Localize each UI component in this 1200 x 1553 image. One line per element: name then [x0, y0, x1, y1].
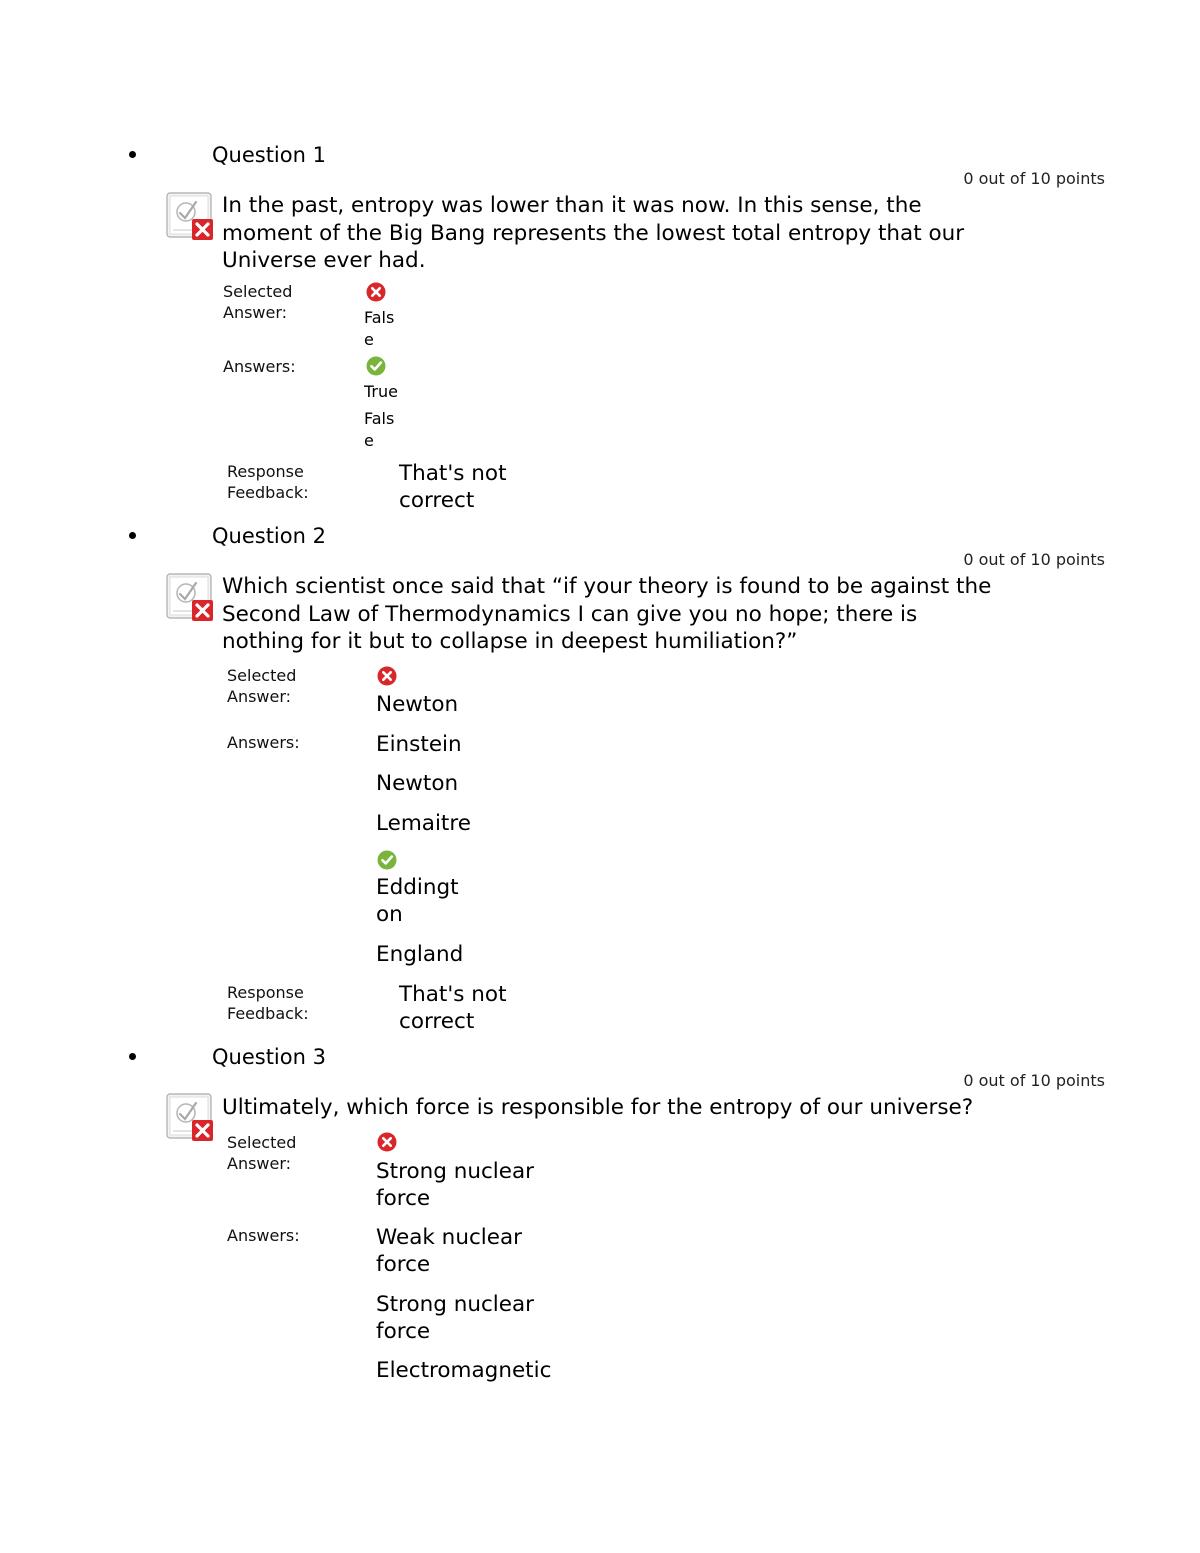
answer-line: Strong nuclear	[376, 1292, 534, 1317]
question-title: Question 2	[212, 524, 326, 548]
answers-label: Answers:	[227, 1226, 300, 1245]
question-text-line: Second Law of Thermodynamics I can give you no hope; there is	[222, 601, 918, 627]
feedback-line: correct	[399, 1009, 475, 1034]
response-feedback-label	[227, 461, 309, 503]
list-bullet	[129, 151, 136, 158]
label-line: Response	[227, 462, 304, 481]
question-text	[222, 192, 964, 275]
selected-answer-value	[364, 307, 394, 351]
answer-line: Strong nuclear	[376, 1159, 534, 1184]
answers-label: Answers:	[227, 733, 300, 752]
answer-line: Eddingt	[376, 875, 459, 900]
selected-answer-value	[376, 1158, 534, 1212]
incorrect-x-icon	[377, 666, 397, 686]
selected-answer-label	[223, 281, 292, 323]
answer-line: Weak nuclear	[376, 1225, 522, 1250]
answer-line: e	[364, 330, 374, 349]
correct-check-icon	[366, 356, 386, 376]
incorrect-x-icon	[377, 1132, 397, 1152]
question-text-line: Universe ever had.	[222, 248, 426, 273]
answer-line: on	[376, 902, 403, 927]
answer-line: Fals	[364, 409, 395, 428]
label-line: Answer:	[227, 1154, 292, 1173]
answer-line: Fals	[364, 308, 395, 327]
response-feedback-text	[399, 460, 507, 514]
list-bullet	[129, 1053, 136, 1060]
feedback-line: That's not	[399, 461, 507, 486]
selected-answer-label	[227, 665, 296, 707]
label-line: Answer:	[227, 687, 292, 706]
correct-check-icon	[377, 850, 397, 870]
incorrect-status-icon	[166, 1093, 216, 1143]
question-text	[222, 573, 991, 656]
label-line: Selected	[227, 666, 297, 685]
answer-option	[376, 1224, 522, 1278]
label-line: Answer:	[223, 303, 288, 322]
incorrect-status-icon	[166, 192, 216, 242]
answer-option: Einstein	[376, 732, 462, 757]
incorrect-status-icon	[166, 573, 216, 623]
feedback-line: correct	[399, 488, 475, 513]
answer-option: Electromagnetic	[376, 1358, 552, 1383]
response-feedback-text	[399, 981, 507, 1035]
answer-line: force	[376, 1186, 431, 1211]
answer-line: e	[364, 431, 374, 450]
answer-line: force	[376, 1319, 431, 1344]
question-text-line: In the past, entropy was lower than it was now. In this sense, the	[222, 193, 922, 218]
question-text-line: moment of the Big Bang represents the lowest total entropy that our	[222, 220, 965, 246]
list-bullet	[129, 532, 136, 539]
question-text	[222, 1094, 973, 1122]
label-line: Selected	[227, 1133, 297, 1152]
answer-option: Newton	[376, 771, 459, 796]
question-points: 0 out of 10 points	[963, 169, 1105, 188]
answers-label: Answers:	[223, 357, 296, 376]
label-line: Feedback:	[227, 483, 309, 502]
incorrect-x-icon	[366, 282, 386, 302]
answer-option	[364, 408, 394, 452]
answer-option: Lemaitre	[376, 811, 471, 836]
question-title: Question 3	[212, 1045, 326, 1069]
label-line: Response	[227, 983, 304, 1002]
feedback-line: That's not	[399, 982, 507, 1007]
answer-option: England	[376, 942, 464, 967]
question-title: Question 1	[212, 143, 326, 167]
answer-line: force	[376, 1252, 431, 1277]
response-feedback-label	[227, 982, 309, 1024]
label-line: Feedback:	[227, 1004, 309, 1023]
selected-answer-label	[227, 1132, 296, 1174]
selected-answer-value: Newton	[376, 692, 459, 717]
question-text-line: Ultimately, which force is responsible for the entropy of our universe?	[222, 1095, 974, 1120]
label-line: Selected	[223, 282, 293, 301]
question-text-line: nothing for it but to collapse in deepest humiliation?”	[222, 629, 798, 654]
answer-option: True	[364, 382, 398, 401]
answer-option	[376, 1291, 534, 1345]
question-text-line: Which scientist once said that “if your theory is found to be against the	[222, 574, 992, 599]
answer-option	[376, 874, 459, 928]
question-points: 0 out of 10 points	[963, 550, 1105, 569]
question-points: 0 out of 10 points	[963, 1071, 1105, 1090]
